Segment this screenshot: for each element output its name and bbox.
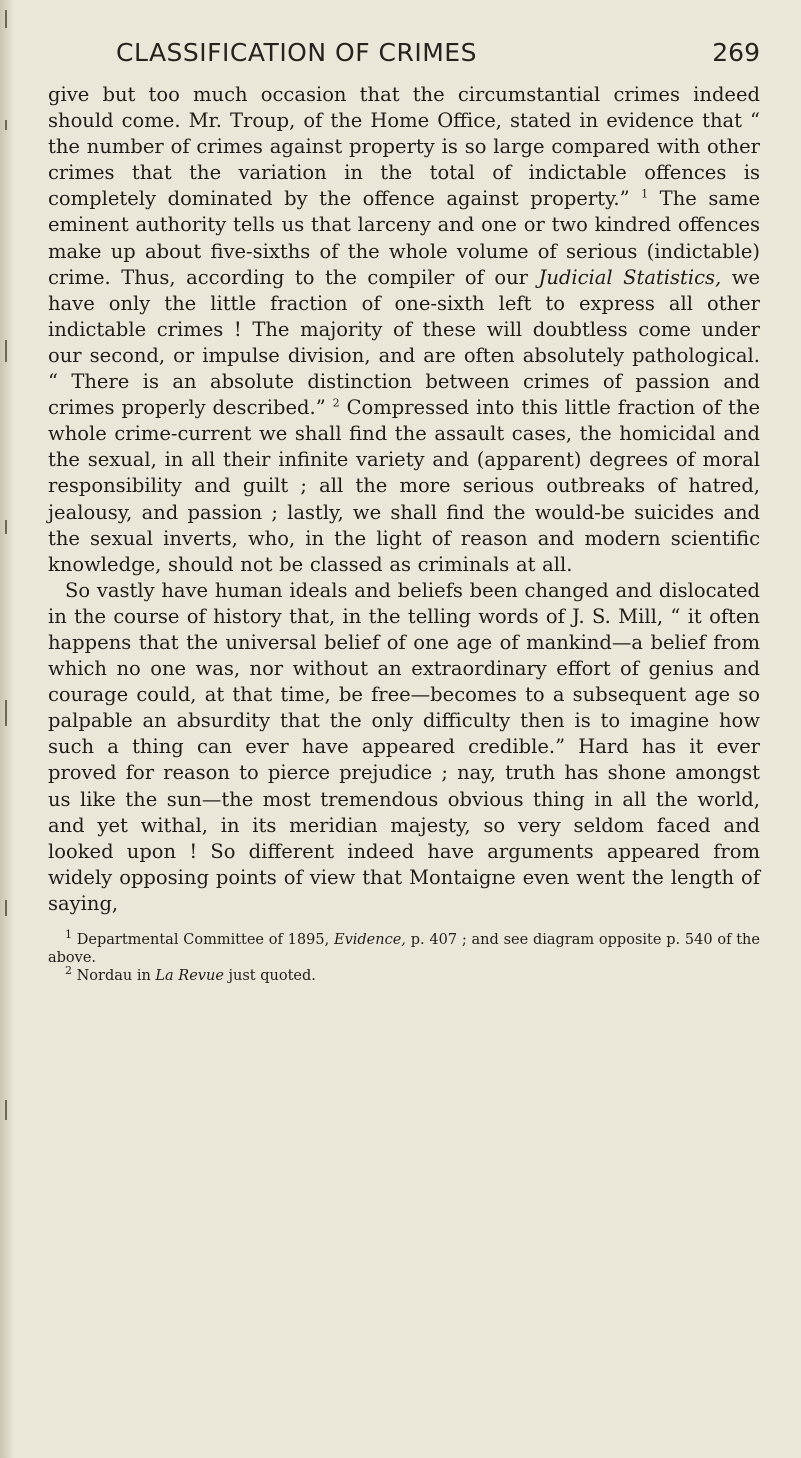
gutter-mark [5, 120, 7, 130]
gutter-mark [5, 10, 7, 28]
p1-text-d: Compressed into this little fraction of the whole crime-current we shall find the assault cases, the homicidal and the sexual, in all their infinite variety and (apparent) degrees of moral responsibility and guilt ; all the more serious outbreaks of hatred, jealousy, and passion ; lastly, we shall find the would-be suicides and the sexual inverts, who, in the light of reason and modern scientific knowledge, should not be classed as criminals at all. [48, 396, 760, 576]
footnote-1-text-a: Departmental Committee of 1895, [72, 932, 334, 948]
paragraph-1 [48, 82, 760, 578]
page-header [48, 38, 760, 82]
footnote-1 [48, 928, 760, 967]
binding-gutter [0, 0, 14, 1458]
gutter-mark [5, 700, 7, 726]
gutter-mark [5, 1100, 7, 1120]
footnote-1-italic: Evidence, [333, 932, 406, 948]
footnote-2-marker: 2 [65, 964, 72, 978]
gutter-mark [5, 340, 7, 362]
footnote-2-italic: La Revue [155, 968, 224, 984]
footnotes [48, 928, 760, 985]
p1-italic-title: Judicial Statistics, [538, 265, 722, 289]
footnote-ref-2: 2 [332, 396, 340, 410]
p1-text-c: we have only the little fraction of one-sixth left to express all other indictable crimes ! The majority of these will doubtless come under our second, or impulse division, and are often absolutely pathological. “ There is an absolute distinction between crimes of passion and crimes properly described.” [48, 265, 760, 420]
footnote-ref-1: 1 [641, 187, 649, 201]
gutter-mark [5, 520, 7, 534]
p1-text-b: The same eminent authority tells us that larceny and one or two kindred offences make up about five-sixths of the whole volume of serious (indictable) crime. Thus, according to the compiler of our [48, 187, 761, 289]
footnote-2-text-a: Nordau in [72, 968, 156, 984]
footnote-1-marker: 1 [65, 928, 72, 942]
footnote-2-text-b: just quoted. [223, 968, 316, 984]
paragraph-2: So vastly have human ideals and beliefs been changed and dislocated in the course of history that, in the telling words of J. S. Mill, “ it often happens that the universal belief of one age of mankind—a belief from which no one was, nor without an extraordinary effort of genius and courage could, at that time, be free—becomes to a subsequent age so palpable an absurdity that the only difficulty then is to imagine how such a thing can ever have appeared credible.” Hard has it ever proved for reason to pierce prejudice ; nay, truth has shone amongst us like the sun—the most tremendous obvious thing in all the world, and yet withal, in its meridian majesty, so very seldom faced and looked upon ! So different indeed have arguments appeared from widely opposing points of view that Montaigne even went the length of saying, [48, 578, 760, 915]
running-head: CLASSIFICATION OF CRIMES [116, 38, 477, 67]
body-text [48, 82, 760, 917]
page-number: 269 [712, 38, 760, 67]
gutter-mark [5, 900, 7, 916]
footnote-1-text-b: p. 407 ; and see diagram opposite p. 540 of the above. [48, 932, 760, 966]
book-page [48, 38, 760, 985]
p1-text-a: give but too much occasion that the circumstantial crimes indeed should come. Mr. Troup, of the Home Office, stated in evidence that “ the number of crimes against property is so large compared with other crimes that the variation in the total of indictable offences is completely dominated by the offence against property.” [48, 83, 760, 211]
footnote-2 [48, 964, 760, 985]
